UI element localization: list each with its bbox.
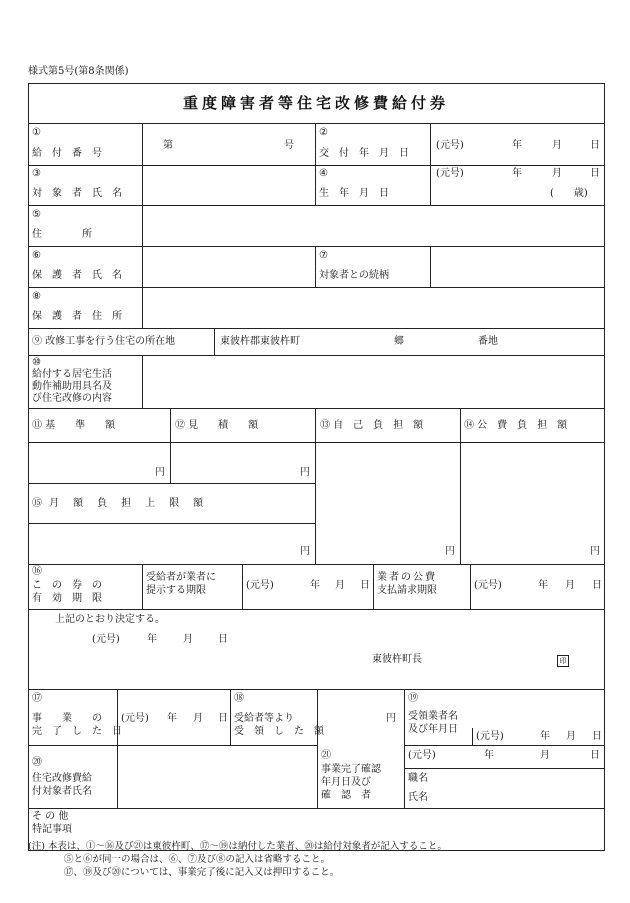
note-3: ⑰、⑲及び⑳については、事業完了後に記入又は押印すること。 (64, 867, 340, 878)
num-17: ⑰ (32, 693, 42, 704)
era-16: (元号) (246, 580, 274, 591)
label-go: 号 (284, 140, 294, 151)
label-20b: 付対象者氏名 (32, 786, 92, 797)
day-17: 日 (218, 713, 228, 724)
num-18: ⑱ (234, 693, 244, 704)
month-21: 月 (540, 750, 550, 761)
label-guardian-name: 保 護 者 氏 名 (32, 270, 122, 281)
label-18b: 受 領 し た 額 (234, 726, 324, 737)
era-16b: (元号) (474, 580, 502, 591)
decision-year: 年 (147, 634, 157, 645)
label-20a: 住宅改修費給 (32, 773, 92, 784)
label-kohi-futan: ⑭ 公 費 負 担 額 (464, 420, 568, 431)
seal-mark: 印 (557, 655, 569, 667)
label-work-location: ⑨ 改修工事を行う住宅の所在地 (32, 336, 176, 347)
label-other-2: 特記事項 (32, 824, 72, 835)
year-1: 年 (512, 140, 522, 151)
day-16: 日 (360, 580, 370, 591)
month-16b: 月 (565, 580, 575, 591)
num-5: ⑤ (32, 209, 41, 220)
label-21c: 確 認 者 (321, 790, 371, 801)
era-2: (元号) (436, 168, 464, 179)
year-16: 年 (310, 580, 320, 591)
decision-month: 月 (183, 634, 193, 645)
label-shimei: 氏名 (408, 792, 428, 803)
label-dai: 第 (163, 140, 173, 151)
day-2: 日 (590, 168, 600, 179)
era-21: (元号) (408, 750, 436, 761)
label-mitsumori: ⑫ 見 積 額 (175, 420, 259, 431)
label-gy2: 支払請求期限 (377, 585, 437, 596)
label-17b: 完 了 し た 日 (32, 726, 122, 737)
year-17: 年 (167, 713, 177, 724)
num-16: ⑯ (32, 566, 42, 577)
yen-12: 円 (300, 467, 310, 478)
form-title: 重度障害者等住宅改修費給付券 (182, 94, 449, 112)
yen-15: 円 (300, 546, 310, 557)
label-19b: 及び年月日 (408, 724, 458, 735)
label-guardian-address: 保 護 者 住 所 (32, 311, 122, 322)
note-2: ⑤と⑥が同一の場合は、⑥、⑦及び⑧の記入は省略すること。 (64, 854, 331, 865)
label-shokumei: 職名 (408, 773, 428, 784)
day-16b: 日 (592, 580, 602, 591)
label-17a: 事 業 の (32, 713, 102, 724)
num-7: ⑦ (319, 250, 328, 261)
era-19: (元号) (476, 731, 504, 742)
form-number: 様式第5号(第8条関係) (28, 66, 129, 77)
num-19: ⑲ (408, 693, 418, 704)
label-10c: び住宅改修の内容 (32, 393, 112, 404)
month-16: 月 (335, 580, 345, 591)
label-birthdate: 生 年 月 日 (319, 188, 389, 199)
label-16c1: 受給者が業者に (146, 572, 216, 583)
num-6: ⑥ (32, 250, 41, 261)
num-20: ⑳ (32, 757, 42, 768)
label-gy1: 業者の公費 (377, 572, 437, 583)
yen-18: 円 (386, 713, 396, 724)
year-21: 年 (484, 750, 494, 761)
day-1: 日 (590, 140, 600, 151)
month-17: 月 (193, 713, 203, 724)
mayor-title: 東彼杵町長 (372, 654, 422, 665)
num-21: ㉑ (321, 750, 331, 761)
label-21a: 事業完了確認 (321, 764, 381, 775)
label-10b: 動作補助用具名及 (32, 381, 112, 392)
num-8: ⑧ (32, 291, 41, 302)
label-kijun: ⑪ 基 準 額 (32, 420, 116, 431)
month-2: 月 (552, 168, 562, 179)
label-kofu-date: 交 付 年 月 日 (319, 148, 409, 159)
num-10: ⑩ (32, 357, 41, 368)
label-21b: 年月日及び (321, 777, 371, 788)
label-monthly-limit: ⑮ 月 額 負 担 上 限 額 (32, 498, 206, 509)
yen-14: 円 (590, 546, 600, 557)
label-taisho-name: 対 象 者 氏 名 (32, 188, 122, 199)
era-17: (元号) (121, 713, 149, 724)
month-19: 月 (566, 731, 576, 742)
decision-text: 上記のとおり決定する。 (55, 614, 165, 625)
label-jiko-futan: ⑬ 自 己 負 担 額 (320, 420, 424, 431)
label-10a: 給付する居宅生活 (32, 369, 112, 380)
label-19a: 受領業者名 (408, 711, 458, 722)
address-go: 郷 (394, 336, 404, 347)
label-address: 住 所 (32, 229, 92, 240)
num-4: ④ (319, 168, 328, 179)
year-19: 年 (540, 731, 550, 742)
address-prefix: 東彼杵郡東彼杵町 (220, 336, 300, 347)
age-field: ( 歳) (550, 188, 588, 199)
year-16b: 年 (538, 580, 548, 591)
label-18a: 受給者等より (234, 713, 294, 724)
label-other-1: そ の 他 (32, 811, 69, 822)
decision-era: (元号) (92, 634, 120, 645)
year-2: 年 (512, 168, 522, 179)
era-1: (元号) (436, 140, 464, 151)
yen-11: 円 (155, 467, 165, 478)
decision-day: 日 (218, 634, 228, 645)
num-3: ③ (32, 168, 41, 179)
num-2: ② (319, 127, 328, 138)
yen-13: 円 (445, 546, 455, 557)
day-19: 日 (592, 731, 602, 742)
day-21: 日 (590, 750, 600, 761)
label-16a: こ の 券 の (32, 580, 102, 591)
address-banchi: 番地 (478, 336, 498, 347)
label-kyufu-bango: 給 付 番 号 (32, 148, 102, 159)
label-relationship: 対象者との続柄 (319, 270, 389, 281)
label-16c2: 提示する期限 (146, 585, 206, 596)
month-1: 月 (552, 140, 562, 151)
note-1: (注) 本表は、①〜⑯及び㉑は東彼杵町、⑰〜⑲は納付した業者、⑳は給付対象者が記入すること。 (28, 841, 447, 852)
num-1: ① (32, 127, 41, 138)
label-16b: 有 効 期 限 (32, 593, 102, 604)
